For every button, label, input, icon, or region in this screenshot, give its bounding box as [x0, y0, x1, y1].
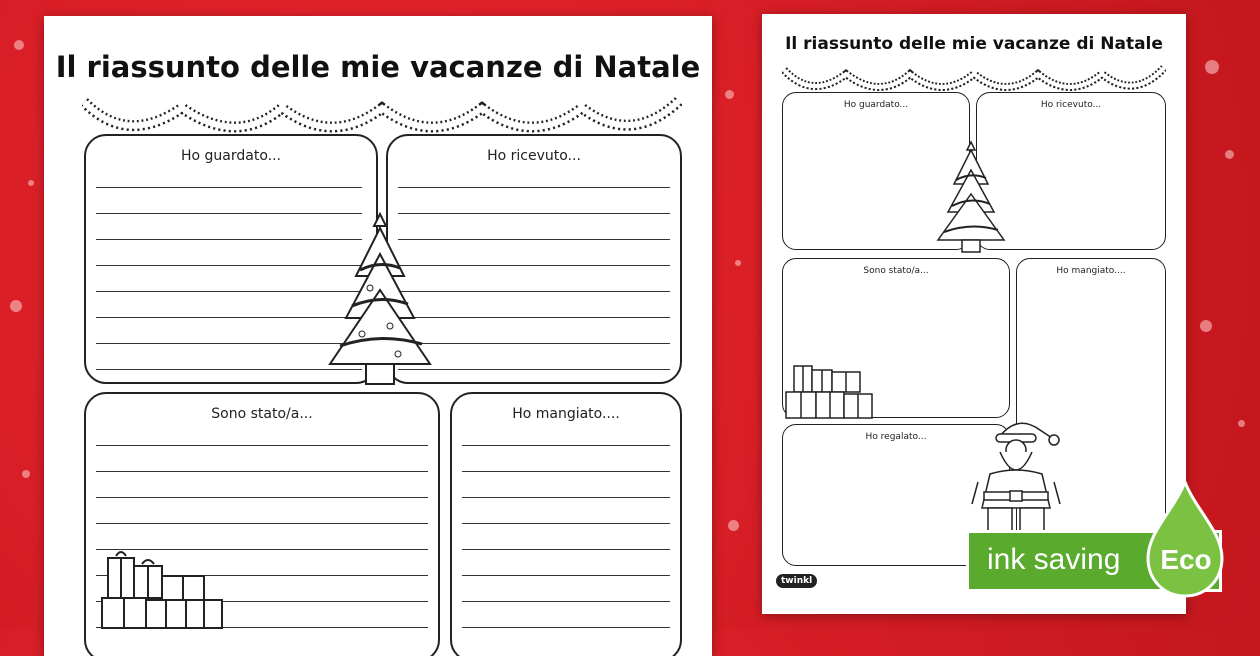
snow-dot	[1200, 320, 1212, 332]
ink-drop-icon	[1144, 480, 1226, 598]
box-label: Ho guardato...	[843, 100, 909, 110]
box-label: Ho guardato...	[180, 148, 282, 164]
snow-dot	[10, 300, 22, 312]
christmas-tree-icon	[936, 138, 1006, 256]
snow-dot	[1238, 420, 1245, 427]
writing-lines	[462, 420, 670, 628]
eco-label: Eco	[1160, 544, 1212, 575]
worksheet-title: Il riassunto delle mie vacanze di Natale	[785, 34, 1163, 54]
box-label: Ho mangiato....	[512, 406, 620, 422]
snow-dot	[1205, 60, 1219, 74]
snow-dot	[1225, 150, 1234, 159]
box-label: Ho ricevuto...	[487, 148, 581, 164]
snow-dot	[28, 180, 34, 186]
snow-dot	[14, 40, 24, 50]
ink-saving-text: ink saving	[987, 543, 1121, 576]
box-label: Ho ricevuto...	[1040, 100, 1102, 110]
snow-dot	[728, 520, 739, 531]
snow-dot	[725, 90, 734, 99]
writing-lines	[398, 162, 670, 370]
christmas-tree-icon	[326, 206, 434, 390]
box-label: Ho regalato...	[865, 432, 927, 442]
worksheet-title: Il riassunto delle mie vacanze di Natale	[55, 50, 701, 84]
snow-dot	[735, 260, 741, 266]
snow-dot	[22, 470, 30, 478]
box-label: Sono stato/a...	[211, 406, 313, 422]
box-label: Ho mangiato....	[1056, 266, 1126, 276]
box-ate[interactable]	[450, 392, 682, 656]
eco-badge	[964, 478, 1260, 598]
box-label: Sono stato/a...	[863, 266, 929, 276]
writing-lines	[96, 162, 362, 370]
presents-icon	[780, 360, 876, 422]
worksheet-large	[44, 16, 712, 656]
brand-logo: twinkl	[776, 574, 817, 588]
presents-icon	[88, 548, 238, 630]
